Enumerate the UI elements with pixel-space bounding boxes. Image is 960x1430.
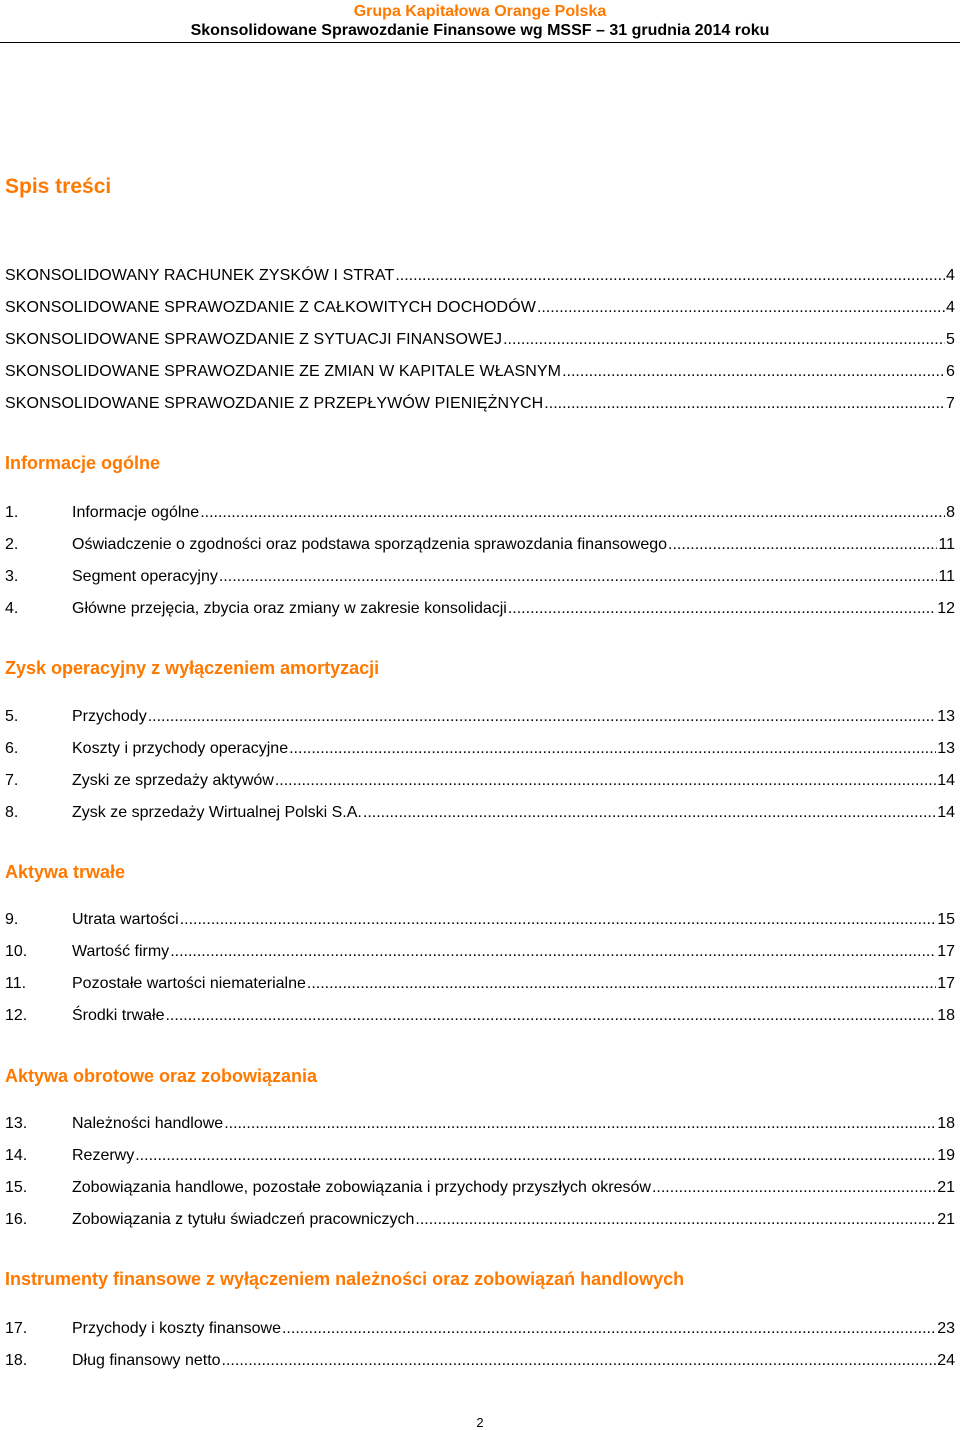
toc-leader-dots — [415, 1209, 936, 1231]
toc-entry-page: 23 — [937, 1320, 955, 1337]
toc-entry-number: 12. — [5, 1007, 28, 1024]
toc-entry-label: Rezerwy — [72, 1147, 135, 1164]
toc-entry-page: 19 — [937, 1147, 955, 1164]
company-name: Grupa Kapitałowa Orange Polska — [353, 3, 607, 20]
toc-entry-label: Wartość firmy — [72, 943, 170, 960]
toc-leader-dots — [652, 1177, 936, 1199]
toc-entry-label: Pozostałe wartości niematerialne — [72, 975, 306, 992]
toc-entry[interactable] — [5, 909, 955, 931]
toc-entry-label: Utrata wartości — [72, 911, 179, 928]
toc-entry-page: 11 — [938, 536, 955, 553]
toc-leader-dots — [503, 329, 945, 351]
toc-entry[interactable] — [5, 1145, 955, 1167]
toc-leader-dots — [668, 534, 937, 556]
toc-entry-number: 4. — [5, 600, 19, 617]
toc-entry-page: 8 — [946, 504, 955, 521]
section-heading: Informacje ogólne — [5, 453, 161, 473]
toc-entry[interactable] — [5, 941, 955, 963]
toc-entry-number: 16. — [5, 1211, 28, 1228]
toc-leader-dots — [165, 1005, 936, 1027]
toc-entry[interactable] — [5, 297, 955, 319]
toc-entry[interactable] — [5, 361, 955, 383]
toc-entry[interactable] — [5, 598, 955, 620]
toc-leader-dots — [180, 909, 937, 931]
toc-entry-label: Należności handlowe — [72, 1115, 224, 1132]
toc-entry[interactable] — [5, 566, 955, 588]
toc-entry-page: 24 — [937, 1352, 955, 1369]
toc-entry-number: 11. — [5, 975, 27, 992]
toc-entry-number: 2. — [5, 536, 19, 553]
toc-entry-label: SKONSOLIDOWANE SPRAWOZDANIE Z SYTUACJI FINANSOWEJ — [5, 331, 503, 348]
toc-entry-number: 9. — [5, 911, 19, 928]
toc-entry-number: 18. — [5, 1352, 28, 1369]
toc-entry[interactable] — [5, 802, 955, 824]
toc-entry[interactable] — [5, 1113, 955, 1135]
toc-leader-dots — [544, 393, 945, 415]
toc-entry-page: 18 — [937, 1007, 955, 1024]
toc-entry[interactable] — [5, 738, 955, 760]
toc-leader-dots — [200, 502, 945, 524]
toc-entry-number: 17. — [5, 1320, 28, 1337]
toc-entry-page: 4 — [946, 299, 955, 316]
toc-entry-page: 6 — [946, 363, 955, 380]
toc-entry-label: Przychody — [72, 708, 147, 725]
toc-entry-number: 5. — [5, 708, 19, 725]
toc-leader-dots — [363, 802, 936, 824]
toc-leader-dots — [222, 1350, 937, 1372]
toc-entry[interactable] — [5, 706, 955, 728]
toc-entry-label: Segment operacyjny — [72, 568, 218, 585]
toc-entry[interactable] — [5, 534, 955, 556]
toc-entry-label: SKONSOLIDOWANY RACHUNEK ZYSKÓW I STRAT — [5, 267, 395, 284]
toc-entry-page: 21 — [937, 1211, 955, 1228]
toc-entry-number: 6. — [5, 740, 19, 757]
toc-entry-page: 21 — [937, 1179, 955, 1196]
toc-entry-page: 7 — [946, 395, 955, 412]
toc-entry-page: 5 — [946, 331, 955, 348]
toc-entry-page: 12 — [937, 600, 955, 617]
toc-leader-dots — [282, 1318, 936, 1340]
toc-entry-page: 11 — [938, 568, 955, 585]
toc-leader-dots — [508, 598, 936, 620]
header-divider — [0, 42, 960, 43]
section-heading: Zysk operacyjny z wyłączeniem amortyzacji — [5, 658, 380, 678]
toc-entry[interactable] — [5, 770, 955, 792]
toc-leader-dots — [537, 297, 945, 319]
toc-entry-number: 8. — [5, 804, 19, 821]
toc-entry-page: 17 — [937, 975, 955, 992]
toc-title: Spis treści — [5, 175, 112, 198]
toc-entry[interactable] — [5, 1177, 955, 1199]
toc-entry-label: Koszty i przychody operacyjne — [72, 740, 289, 757]
toc-entry[interactable] — [5, 1005, 955, 1027]
toc-entry[interactable] — [5, 329, 955, 351]
toc-entry-number: 15. — [5, 1179, 28, 1196]
toc-entry-label: Główne przejęcia, zbycia oraz zmiany w zakresie konsolidacji — [72, 600, 507, 617]
toc-entry[interactable] — [5, 1350, 955, 1372]
toc-entry-label: Przychody i koszty finansowe — [72, 1320, 281, 1337]
toc-leader-dots — [395, 265, 945, 287]
toc-leader-dots — [289, 738, 936, 760]
toc-entry-number: 10. — [5, 943, 28, 960]
toc-entry-number: 14. — [5, 1147, 28, 1164]
toc-entry-label: Oświadczenie o zgodności oraz podstawa sporządzenia sprawozdania finansowego — [72, 536, 668, 553]
report-subtitle: Skonsolidowane Sprawozdanie Finansowe wg MSSF – 31 grudnia 2014 roku — [190, 22, 770, 39]
toc-entry[interactable] — [5, 973, 955, 995]
toc-entry-number: 7. — [5, 772, 19, 789]
toc-entry-label: SKONSOLIDOWANE SPRAWOZDANIE Z CAŁKOWITYCH DOCHODÓW — [5, 299, 536, 316]
toc-entry-page: 13 — [937, 708, 955, 725]
toc-entry[interactable] — [5, 502, 955, 524]
toc-entry-label: Informacje ogólne — [72, 504, 200, 521]
toc-entry-label: Zysk ze sprzedaży Wirtualnej Polski S.A. — [72, 804, 362, 821]
toc-entry-number: 13. — [5, 1115, 28, 1132]
toc-entry-label: Środki trwałe — [72, 1007, 165, 1024]
page-number: 2 — [476, 1415, 484, 1430]
toc-entry-number: 1. — [5, 504, 19, 521]
toc-entry[interactable] — [5, 393, 955, 415]
toc-entry-label: Dług finansowy netto — [72, 1352, 221, 1369]
toc-entry-page: 4 — [946, 267, 955, 284]
toc-leader-dots — [275, 770, 936, 792]
toc-entry-label: Zyski ze sprzedaży aktywów — [72, 772, 274, 789]
section-heading: Instrumenty finansowe z wyłączeniem należności oraz zobowiązań handlowych — [5, 1269, 685, 1289]
toc-entry-label: Zobowiązania z tytułu świadczeń pracowniczych — [72, 1211, 415, 1228]
toc-entry[interactable] — [5, 265, 955, 287]
toc-leader-dots — [219, 566, 938, 588]
toc-entry-label: Zobowiązania handlowe, pozostałe zobowiązania i przychody przyszłych okresów — [72, 1179, 651, 1196]
section-heading: Aktywa obrotowe oraz zobowiązania — [5, 1066, 318, 1086]
toc-entry-page: 14 — [937, 772, 955, 789]
toc-entry-label: SKONSOLIDOWANE SPRAWOZDANIE ZE ZMIAN W KAPITALE WŁASNYM — [5, 363, 562, 380]
toc-leader-dots — [135, 1145, 936, 1167]
toc-entry[interactable] — [5, 1209, 955, 1231]
toc-entry-label: SKONSOLIDOWANE SPRAWOZDANIE Z PRZEPŁYWÓW PIENIĘŻNYCH — [5, 395, 544, 412]
toc-entry-page: 15 — [937, 911, 955, 928]
toc-entry-number: 3. — [5, 568, 19, 585]
toc-entry-page: 13 — [937, 740, 955, 757]
toc-leader-dots — [170, 941, 936, 963]
toc-entry-page: 18 — [937, 1115, 955, 1132]
toc-entry-page: 14 — [937, 804, 955, 821]
toc-leader-dots — [307, 973, 936, 995]
toc-entry-page: 17 — [937, 943, 955, 960]
toc-leader-dots — [148, 706, 937, 728]
toc-entry[interactable] — [5, 1318, 955, 1340]
toc-leader-dots — [562, 361, 945, 383]
toc-leader-dots — [224, 1113, 936, 1135]
section-heading: Aktywa trwałe — [5, 862, 126, 882]
